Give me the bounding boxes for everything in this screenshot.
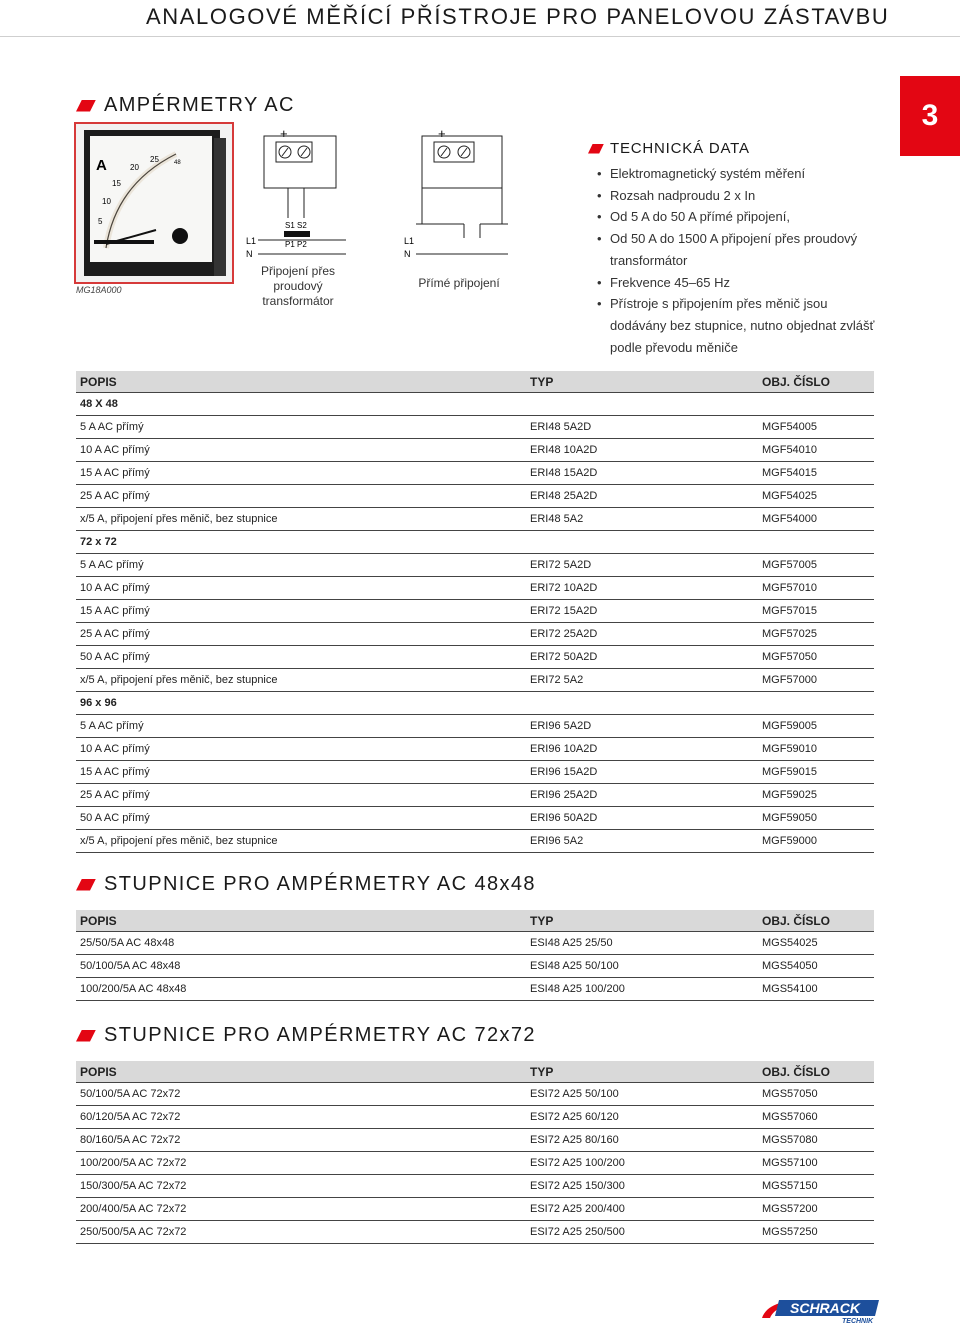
plus-label: +: [438, 126, 446, 141]
dial-tick-label: A: [96, 157, 107, 174]
cell-order-number: MGF59015: [762, 766, 818, 778]
cell-type: ESI72 A25 80/160: [530, 1134, 619, 1146]
cell-description: 10 A AC přímý: [80, 582, 150, 594]
cell-order-number: MGS57050: [762, 1088, 818, 1100]
cell-description: 100/200/5A AC 72x72: [80, 1157, 187, 1169]
terminal-label: P2: [297, 240, 307, 249]
technical-data-list: [588, 163, 878, 358]
cell-order-number: MGS54025: [762, 937, 818, 949]
table-row: [76, 439, 874, 462]
cell-type: ERI72 15A2D: [530, 605, 598, 617]
cell-type: ERI48 5A2: [530, 513, 584, 525]
list-item: • Elektromagnetický systém měření: [588, 163, 878, 185]
cell-description: 50 A AC přímý: [80, 812, 150, 824]
cell-type: ESI72 A25 50/100: [530, 1088, 619, 1100]
cell-order-number: MGS57200: [762, 1203, 818, 1215]
header-description: POPIS: [80, 374, 117, 389]
cell-description: 10 A AC přímý: [80, 743, 150, 755]
terminal-label: S1: [285, 221, 295, 230]
table-row: [76, 807, 874, 830]
cell-order-number: MGS57100: [762, 1157, 818, 1169]
cell-description: 50/100/5A AC 72x72: [80, 1088, 181, 1100]
cell-order-number: MGS57250: [762, 1226, 818, 1238]
cell-order-number: MGF57050: [762, 651, 818, 663]
line-label: L1: [246, 236, 257, 246]
table-row: [76, 623, 874, 646]
ammeter-illustration: [76, 124, 232, 282]
table-row: [76, 738, 874, 761]
table-row: [76, 1152, 874, 1175]
header-type: TYP: [530, 1064, 554, 1079]
section-marker-icon: [76, 1030, 96, 1042]
cell-description: 250/500/5A AC 72x72: [80, 1226, 187, 1238]
cell-order-number: MGF54005: [762, 421, 818, 433]
line-label: L1: [404, 236, 415, 246]
section-marker-icon: [588, 144, 604, 154]
cell-order-number: MGF54015: [762, 467, 818, 479]
cell-description: x/5 A, připojení přes měnič, bez stupnice: [80, 835, 278, 847]
cell-description: 5 A AC přímý: [80, 421, 144, 433]
cell-type: ERI96 25A2D: [530, 789, 598, 801]
group-label: 48 X 48: [80, 398, 118, 410]
cell-type: ERI48 5A2D: [530, 421, 592, 433]
dial-tick-label: 48: [174, 160, 181, 166]
caption-transformer: Připojení přes proudový transformátor: [260, 264, 336, 308]
header-order-number: OBJ. ČÍSLO: [762, 374, 831, 389]
cell-description: 25 A AC přímý: [80, 490, 150, 502]
cell-description: 10 A AC přímý: [80, 444, 150, 456]
table-row: [76, 1106, 874, 1129]
cell-order-number: MGF57010: [762, 582, 818, 594]
group-label: 72 x 72: [80, 536, 117, 548]
table-header: [76, 1061, 874, 1083]
cell-order-number: MGF59005: [762, 720, 818, 732]
title-divider: [0, 36, 960, 37]
ammeter-table: [76, 371, 874, 853]
technical-data-title: TECHNICKÁ DATA: [610, 140, 750, 157]
cell-type: ERI72 5A2: [530, 674, 584, 686]
scales-72-table: [76, 1061, 874, 1244]
table-row: [76, 715, 874, 738]
cell-order-number: MGF59050: [762, 812, 818, 824]
dial-tick-label: 10: [102, 197, 111, 206]
section-marker-icon: [76, 879, 96, 891]
list-item: • Od 50 A do 1500 A připojení přes proudový transformátor: [588, 228, 878, 271]
dial-tick-label: 20: [130, 163, 139, 172]
cell-type: ESI72 A25 150/300: [530, 1180, 625, 1192]
cell-order-number: MGF57005: [762, 559, 818, 571]
cell-order-number: MGF59025: [762, 789, 818, 801]
header-type: TYP: [530, 913, 554, 928]
dial-tick-label: 15: [112, 179, 121, 188]
table-row: [76, 669, 874, 692]
cell-description: 5 A AC přímý: [80, 720, 144, 732]
diagram-direct-connection: [398, 126, 508, 266]
table-row: [76, 1083, 874, 1106]
table-row: [76, 416, 874, 439]
cell-description: 25 A AC přímý: [80, 789, 150, 801]
list-item: • Rozsah nadproudu 2 x In: [588, 185, 878, 207]
table-row: [76, 1221, 874, 1244]
list-item: • Frekvence 45–65 Hz: [588, 272, 878, 294]
caption-direct: Přímé připojení: [418, 276, 500, 290]
cell-order-number: MGF57015: [762, 605, 818, 617]
table-row: [76, 577, 874, 600]
table-row: [76, 600, 874, 623]
cell-description: 15 A AC přímý: [80, 766, 150, 778]
table-row: [76, 1175, 874, 1198]
cell-type: ERI48 25A2D: [530, 490, 598, 502]
cell-description: 200/400/5A AC 72x72: [80, 1203, 187, 1215]
cell-description: 50/100/5A AC 48x48: [80, 960, 181, 972]
cell-type: ERI96 5A2D: [530, 720, 592, 732]
cell-order-number: MGF54025: [762, 490, 818, 502]
photo-code: MG18A000: [76, 285, 122, 295]
cell-order-number: MGF57000: [762, 674, 818, 686]
scales-48-table: [76, 910, 874, 1001]
schrack-logo: [758, 1296, 882, 1324]
cell-type: ESI48 A25 50/100: [530, 960, 619, 972]
cell-description: 5 A AC přímý: [80, 559, 144, 571]
cell-description: x/5 A, připojení přes měnič, bez stupnice: [80, 513, 278, 525]
dial-tick-label: 5: [98, 217, 103, 226]
logo-name: SCHRACK: [790, 1300, 860, 1316]
line-label: N: [404, 249, 411, 259]
section-heading-scales-72: [76, 1024, 536, 1047]
page-title: ANALOGOVÉ MĚŘÍCÍ PŘÍSTROJE PRO PANELOVOU ZÁSTAVBU: [146, 4, 890, 29]
cell-description: 100/200/5A AC 48x48: [80, 983, 187, 995]
logo-sub: TECHNIK: [842, 1318, 874, 1324]
table-row: [76, 761, 874, 784]
header-order-number: OBJ. ČÍSLO: [762, 913, 831, 928]
cell-type: ESI48 A25 100/200: [530, 983, 625, 995]
cell-type: ERI72 25A2D: [530, 628, 598, 640]
table-row: [76, 1129, 874, 1152]
section-marker-icon: [76, 100, 96, 112]
header-order-number: OBJ. ČÍSLO: [762, 1064, 831, 1079]
cell-description: 15 A AC přímý: [80, 605, 150, 617]
cell-description: 25 A AC přímý: [80, 628, 150, 640]
table-row: [76, 955, 874, 978]
cell-description: 60/120/5A AC 72x72: [80, 1111, 181, 1123]
cell-type: ESI48 A25 25/50: [530, 937, 613, 949]
cell-type: ESI72 A25 250/500: [530, 1226, 625, 1238]
table-group-row: [76, 393, 874, 416]
cell-type: ESI72 A25 60/120: [530, 1111, 619, 1123]
table-group-row: [76, 531, 874, 554]
cell-type: ERI72 5A2D: [530, 559, 592, 571]
cell-order-number: MGF54010: [762, 444, 818, 456]
header-description: POPIS: [80, 1064, 117, 1079]
table-row: [76, 462, 874, 485]
table-row: [76, 554, 874, 577]
section-title: AMPÉRMETRY AC: [104, 94, 295, 116]
dial-tick-label: 25: [150, 155, 159, 164]
list-item: • Od 5 A do 50 A přímé připojení,: [588, 206, 878, 228]
section-title: STUPNICE PRO AMPÉRMETRY AC 48x48: [104, 873, 536, 895]
table-row: [76, 830, 874, 853]
product-photo: [74, 122, 234, 284]
technical-data-heading: [588, 140, 878, 157]
list-item: • Přístroje s připojením přes měnič jsou dodávány bez stupnice, nutno objednat zvlášť podle převodu měniče: [588, 293, 878, 358]
table-header: [76, 371, 874, 393]
cell-order-number: MGS54050: [762, 960, 818, 972]
table-group-row: [76, 692, 874, 715]
section-title: STUPNICE PRO AMPÉRMETRY AC 72x72: [104, 1024, 536, 1046]
terminal-label: S2: [297, 221, 307, 230]
cell-order-number: MGF59000: [762, 835, 818, 847]
table-row: [76, 1198, 874, 1221]
table-row: [76, 485, 874, 508]
cell-type: ESI72 A25 200/400: [530, 1203, 625, 1215]
cell-description: x/5 A, připojení přes měnič, bez stupnice: [80, 674, 278, 686]
section-heading-scales-48: [76, 873, 536, 896]
cell-type: ERI96 5A2: [530, 835, 584, 847]
cell-type: ERI72 50A2D: [530, 651, 598, 663]
diagram-transformer-connection: [240, 126, 350, 266]
table-row: [76, 932, 874, 955]
plus-label: +: [280, 126, 288, 141]
cell-type: ERI48 15A2D: [530, 467, 598, 479]
group-label: 96 x 96: [80, 697, 117, 709]
header-description: POPIS: [80, 913, 117, 928]
line-label: N: [246, 249, 253, 259]
cell-description: 50 A AC přímý: [80, 651, 150, 663]
cell-order-number: MGF54000: [762, 513, 818, 525]
cell-description: 15 A AC přímý: [80, 467, 150, 479]
cell-type: ERI96 10A2D: [530, 743, 598, 755]
cell-type: ERI96 50A2D: [530, 812, 598, 824]
terminal-label: P1: [285, 240, 295, 249]
table-row: [76, 978, 874, 1001]
cell-order-number: MGF59010: [762, 743, 818, 755]
cell-type: ERI72 10A2D: [530, 582, 598, 594]
table-row: [76, 508, 874, 531]
cell-order-number: MGS57080: [762, 1134, 818, 1146]
technical-data: [588, 140, 878, 358]
cell-order-number: MGS57060: [762, 1111, 818, 1123]
cell-type: ESI72 A25 100/200: [530, 1157, 625, 1169]
header-type: TYP: [530, 374, 554, 389]
table-row: [76, 784, 874, 807]
chapter-tab: 3: [900, 76, 960, 156]
cell-order-number: MGS54100: [762, 983, 818, 995]
cell-order-number: MGS57150: [762, 1180, 818, 1192]
cell-description: 80/160/5A AC 72x72: [80, 1134, 181, 1146]
cell-order-number: MGF57025: [762, 628, 818, 640]
section-heading-ammeters: [76, 94, 295, 117]
table-row: [76, 646, 874, 669]
cell-description: 25/50/5A AC 48x48: [80, 937, 175, 949]
cell-type: ERI96 15A2D: [530, 766, 598, 778]
cell-type: ERI48 10A2D: [530, 444, 598, 456]
table-header: [76, 910, 874, 932]
cell-description: 150/300/5A AC 72x72: [80, 1180, 187, 1192]
